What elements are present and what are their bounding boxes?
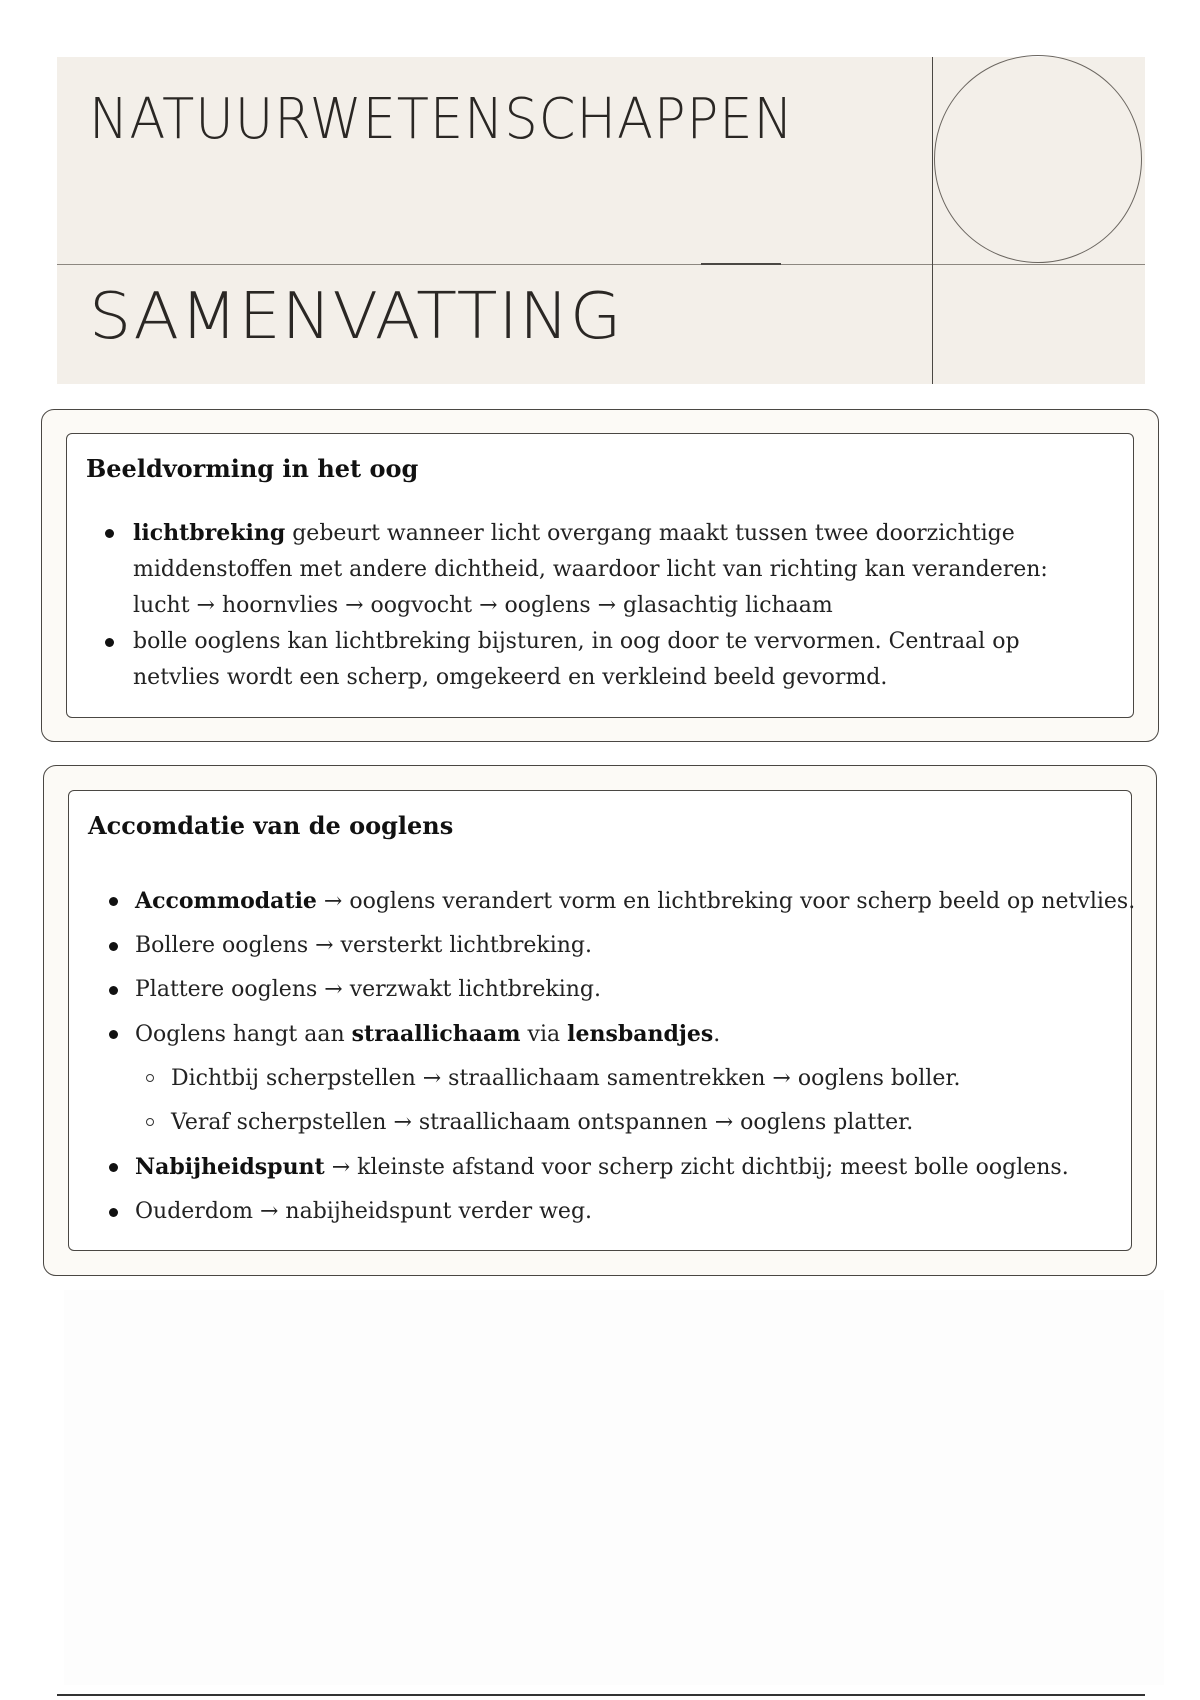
list-item-text: via [520,1022,568,1047]
hollow-bullet-icon [146,1074,154,1082]
bullet-icon [105,529,114,538]
list-item [69,1145,1129,1190]
list-item [69,1012,1129,1057]
decorative-circle [934,55,1142,263]
section-title: Accomdatie van de ooglens [88,811,454,840]
section-card-beeldvorming [41,409,1159,742]
bullet-list [69,879,1136,1234]
header-banner [57,57,1145,384]
list-item-text: Ooglens hangt aan [135,1022,352,1047]
header-divider-accent [701,263,781,265]
section-card-inner [66,433,1134,718]
section-title: Beeldvorming in het oog [86,454,419,483]
list-item-text: Dichtbij scherpstellen → straallichaam samentrekken → ooglens boller. [171,1066,961,1091]
blank-area [64,1290,1164,1685]
sub-list-item [69,1057,1129,1101]
list-item [67,515,1127,624]
section-card-accommodatie [43,765,1157,1276]
header-vertical-divider [932,57,933,384]
keyword: lensbandjes [567,1021,714,1047]
list-item-text: bolle ooglens kan lichtbreking bijsturen, in oog door te vervormen. Centraal op netvlies wordt een scherp, omgekeerd en verkleind beeld gevormd. [133,629,1020,690]
bullet-icon [109,986,118,995]
keyword: straallichaam [351,1021,521,1047]
list-item-text: Plattere ooglens → verzwakt lichtbreking. [135,977,601,1002]
header-divider [57,264,1145,265]
summary-title: SAMENVATTING [89,280,623,354]
bullet-icon [109,942,118,951]
list-item [67,624,1127,696]
keyword: lichtbreking [133,520,286,546]
list-item-text: . [713,1022,721,1047]
keyword: Accommodatie [135,888,317,914]
list-item [69,1190,1129,1234]
section-card-inner [68,790,1136,1251]
list-item-text: → ooglens verandert vorm en lichtbreking voor scherp beeld op netvlies. [316,889,1136,914]
bullet-icon [109,1163,118,1172]
sub-list-item [69,1101,1129,1145]
list-item [69,968,1129,1012]
list-item-text: Ouderdom → nabijheidspunt verder weg. [135,1199,593,1224]
list-item [69,924,1129,968]
bottom-divider [57,1694,1145,1696]
list-item-text: Bollere ooglens → versterkt lichtbreking. [135,933,592,958]
keyword: Nabijheidspunt [135,1154,325,1180]
bullet-icon [109,1030,118,1039]
list-item-text: Veraf scherpstellen → straallichaam ontspannen → ooglens platter. [171,1110,914,1135]
bullet-icon [105,638,114,647]
bullet-icon [109,1208,118,1217]
list-item [69,879,1136,924]
hollow-bullet-icon [146,1118,154,1126]
bullet-list [67,515,1127,696]
bullet-icon [109,897,118,906]
list-item-text: → kleinste afstand voor scherp zicht dichtbij; meest bolle ooglens. [324,1155,1069,1180]
list-item-text: gebeurt wanneer licht overgang maakt tussen twee doorzichtige middenstoffen met andere dichtheid, waardoor licht van richting kan veranderen: lucht → hoornvlies → oogvocht → ooglens → glasachtig lichaam [133,521,1048,618]
subject-title: NATUURWETENSCHAPPEN [89,87,794,152]
